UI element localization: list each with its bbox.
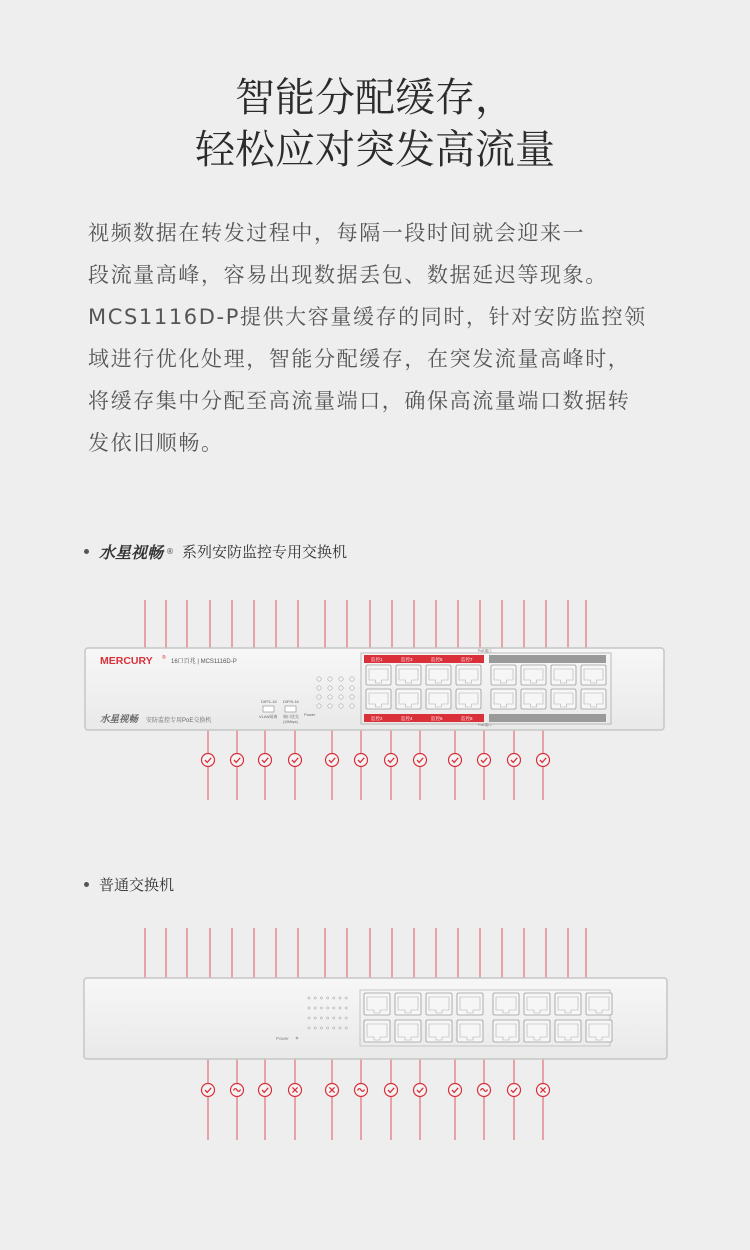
led-indicator — [339, 677, 343, 681]
ethernet-port — [521, 689, 546, 709]
led-indicator — [350, 677, 354, 681]
ethernet-port — [555, 993, 581, 1015]
device-2-outgoing-lines — [208, 1059, 543, 1140]
port-label: 监控2 — [371, 716, 383, 721]
ethernet-port — [493, 993, 519, 1015]
ethernet-port — [395, 1020, 421, 1042]
dip-switch-1 — [263, 706, 274, 712]
model-info: 16口百兆 | MCS1116D-P — [171, 659, 237, 665]
ethernet-port — [426, 689, 451, 709]
device-1-port-status — [202, 754, 550, 767]
dip-switch-1-caption: VLAN隔离 — [259, 714, 278, 719]
status-circle — [259, 1084, 272, 1097]
section-2-title: 普通交换机 — [99, 876, 175, 894]
port-label: 监控6 — [431, 716, 443, 721]
ethernet-port — [364, 993, 390, 1015]
led-indicator — [339, 1007, 341, 1009]
led-indicator — [333, 1027, 335, 1029]
led-indicator — [317, 695, 321, 699]
ethernet-port — [581, 665, 606, 685]
device-1-chassis — [85, 648, 664, 730]
led-indicator — [339, 686, 343, 690]
led-indicator — [327, 1007, 329, 1009]
led-indicator — [320, 1017, 322, 1019]
headline-line-2: 轻松应对突发高流量 — [195, 127, 555, 173]
dip-switch-1-label: DIP/1-16 — [261, 699, 277, 704]
device-subtitle: 安防监控专用PoE交换机 — [146, 718, 212, 724]
dip-switch-2 — [285, 706, 296, 712]
status-circle — [289, 754, 302, 767]
device-1-incoming-lines — [145, 600, 586, 648]
power-label: Power — [304, 712, 316, 717]
led-indicator — [327, 997, 329, 999]
status-circle — [259, 754, 272, 767]
ethernet-port — [551, 665, 576, 685]
ethernet-port — [457, 993, 483, 1015]
led-indicator — [314, 1017, 316, 1019]
poe-label-top: PoE端口 — [478, 649, 492, 653]
led-indicator — [345, 1017, 347, 1019]
led-indicator — [350, 704, 354, 708]
status-circle — [414, 1084, 427, 1097]
ethernet-port — [364, 1020, 390, 1042]
device-2-incoming-lines — [145, 928, 586, 978]
ethernet-port — [456, 665, 481, 685]
headline-line-1: 智能分配缓存， — [235, 75, 515, 121]
status-circle — [202, 1084, 215, 1097]
led-indicator — [333, 1007, 335, 1009]
description-line: 域进行优化处理，智能分配缓存，在突发流量高峰时， — [88, 347, 631, 371]
led-indicator — [320, 1027, 322, 1029]
led-indicator — [314, 1027, 316, 1029]
led-indicator — [328, 686, 332, 690]
led-indicator — [320, 1007, 322, 1009]
ethernet-port — [555, 1020, 581, 1042]
ethernet-port — [581, 689, 606, 709]
status-circle — [355, 754, 368, 767]
ethernet-port — [493, 1020, 519, 1042]
port-label: 监控7 — [461, 657, 473, 662]
led-indicator — [314, 1007, 316, 1009]
ethernet-port — [551, 689, 576, 709]
ethernet-port — [396, 689, 421, 709]
led-indicator — [317, 686, 321, 690]
status-circle — [414, 754, 427, 767]
led-indicator — [317, 677, 321, 681]
ethernet-port — [426, 1020, 452, 1042]
device-2-port-status — [202, 1084, 550, 1097]
port-band-bottom — [489, 714, 606, 722]
ethernet-port — [586, 1020, 612, 1042]
led-indicator — [339, 997, 341, 999]
description-line: 段流量高峰，容易出现数据丢包、数据延迟等现象。 — [88, 263, 608, 287]
status-circle — [202, 754, 215, 767]
ethernet-port — [457, 1020, 483, 1042]
section-1-title: 系列安防监控专用交换机 — [182, 543, 348, 561]
ethernet-port — [491, 689, 516, 709]
led-indicator — [339, 1017, 341, 1019]
led-indicator — [345, 1007, 347, 1009]
ethernet-port — [524, 993, 550, 1015]
led-indicator — [345, 1027, 347, 1029]
led-indicator — [320, 997, 322, 999]
led-indicator — [350, 686, 354, 690]
led-indicator — [339, 1027, 341, 1029]
port-label: 监控5 — [431, 657, 443, 662]
ethernet-port — [366, 665, 391, 685]
led-indicator — [317, 704, 321, 708]
led-indicator — [308, 1027, 310, 1029]
led-indicator — [327, 1027, 329, 1029]
status-circle — [385, 1084, 398, 1097]
ethernet-port — [521, 665, 546, 685]
status-circle — [537, 754, 550, 767]
led-indicator — [314, 997, 316, 999]
status-circle — [326, 754, 339, 767]
status-circle — [508, 754, 521, 767]
led-indicator — [308, 1007, 310, 1009]
status-circle — [508, 1084, 521, 1097]
ethernet-port — [396, 665, 421, 685]
registered-mark: ® — [166, 547, 175, 556]
led-indicator — [328, 704, 332, 708]
power-label: Power — [276, 1036, 289, 1041]
led-indicator — [345, 997, 347, 999]
port-band-top — [489, 655, 606, 663]
led-indicator — [328, 677, 332, 681]
ethernet-port — [366, 689, 391, 709]
logo-registered: ® — [162, 655, 166, 661]
status-circle — [449, 1084, 462, 1097]
ethernet-port — [524, 1020, 550, 1042]
status-circle — [385, 754, 398, 767]
dip-switch-2-caption: 端口优先 — [283, 714, 299, 719]
port-label: 监控4 — [401, 716, 413, 721]
brand-name: 水星视畅 — [99, 543, 164, 562]
led-indicator — [327, 1017, 329, 1019]
led-indicator — [308, 1017, 310, 1019]
ethernet-port — [456, 689, 481, 709]
poe-label-bottom: PoE端口 — [478, 723, 492, 727]
mercury-logo: MERCURY — [100, 655, 153, 667]
power-led — [296, 1037, 299, 1040]
led-indicator — [333, 1017, 335, 1019]
status-circle — [449, 754, 462, 767]
device-2-chassis — [84, 978, 667, 1059]
device-brand: 水星视畅 — [100, 714, 139, 725]
ethernet-port — [491, 665, 516, 685]
description-line: 发依旧顺畅。 — [88, 431, 224, 455]
status-circle — [478, 754, 491, 767]
description-line: 将缓存集中分配至高流量端口，确保高流量端口数据转 — [88, 389, 631, 413]
ethernet-port — [426, 993, 452, 1015]
dip-switch-2-sub: (10Mbps) — [283, 720, 298, 724]
device-1-outgoing-lines — [208, 730, 543, 800]
status-circle — [231, 754, 244, 767]
led-indicator — [328, 695, 332, 699]
ethernet-port — [395, 993, 421, 1015]
led-indicator — [350, 695, 354, 699]
ethernet-port — [426, 665, 451, 685]
led-indicator — [308, 997, 310, 999]
port-label: 监控8 — [461, 716, 473, 721]
led-indicator — [339, 704, 343, 708]
description-line: MCS1116D-P提供大容量缓存的同时，针对安防监控领 — [88, 305, 647, 329]
dip-switch-2-label: DIP/9-16 — [283, 699, 299, 704]
ethernet-port — [586, 993, 612, 1015]
description-line: 视频数据在转发过程中，每隔一段时间就会迎来一 — [88, 221, 586, 245]
port-label: 监控3 — [401, 657, 413, 662]
led-indicator — [339, 695, 343, 699]
port-label: 监控1 — [371, 657, 383, 662]
led-indicator — [333, 997, 335, 999]
